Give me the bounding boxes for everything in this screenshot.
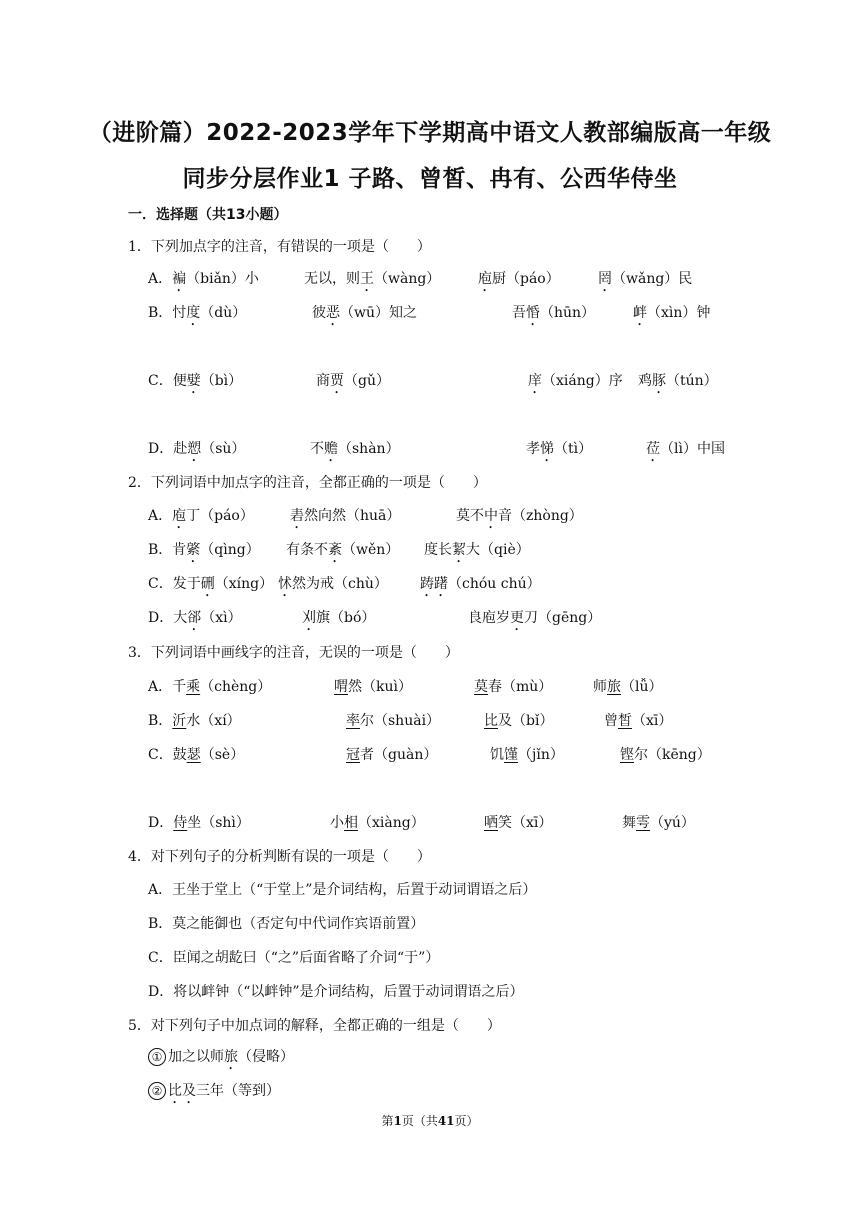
option-item: C．发于硎（xíng） — [148, 576, 274, 592]
option-item: 舞雩（yú） — [622, 815, 695, 831]
document-title-line1: （进阶篇）2022-2023学年下学期高中语文人教部编版高一年级 — [88, 120, 772, 146]
option-item: B．忖度（dù） — [148, 305, 247, 321]
question-5-item-2: ② 比及三年（等到） — [148, 1080, 280, 1107]
option-item: 有条不紊（wěn） — [286, 542, 400, 558]
question-4-option-d: D．将以衅钟（“以衅钟”是介词结构，后置于动词谓语之后） — [148, 984, 524, 1000]
circled-number: ② — [148, 1082, 166, 1100]
option-item: 刈旗（bó） — [302, 610, 376, 626]
option-item: A．庖丁（páo） — [148, 508, 254, 524]
option-item: D．赴愬（sù） — [148, 441, 246, 457]
option-item: A．褊（biǎn）小 — [148, 271, 259, 287]
circled-number: ① — [148, 1048, 166, 1066]
option-item: 度长絜大（qiè） — [424, 542, 530, 558]
option-item: B．沂水（xí） — [148, 713, 241, 729]
question-4-option-a: A．王坐于堂上（“于堂上”是介词结构，后置于动词谓语之后） — [148, 882, 537, 898]
option-item: 莫不中音（zhòng） — [456, 508, 583, 524]
question-4-stem: 4．对下列句子的分析判断有误的一项是（ ） — [128, 849, 431, 865]
option-item: C．鼓瑟（sè） — [148, 747, 245, 763]
section-heading: 一．选择题（共13小题） — [128, 207, 288, 223]
option-item: 饥馑（jǐn） — [490, 747, 564, 763]
page-number: 1 — [393, 1114, 402, 1128]
option-item: D．侍坐（shì） — [148, 815, 250, 831]
option-item: 彼恶（wū）知之 — [312, 305, 417, 321]
document-title-line2: 同步分层作业1 子路、曾皙、冉有、公西华侍坐 — [182, 166, 678, 192]
option-item: 踌躇（chóu chú） — [420, 576, 541, 592]
question-4-option-c: C．臣闻之胡龁曰（“之”后面省略了介词“于”） — [148, 950, 440, 966]
option-item: 莅（lì）中国 — [646, 441, 725, 457]
question-3-option-a — [0, 676, 860, 698]
question-3-option-b — [0, 710, 860, 732]
option-item: 冠者（guàn） — [346, 747, 438, 763]
question-2-option-b — [0, 539, 860, 561]
option-item: 哂笑（xī） — [484, 815, 553, 831]
option-item: 无以，则王（wàng） — [304, 271, 441, 287]
option-item: 良庖岁更刀（gēng） — [468, 610, 602, 626]
option-item: 曾皙（xī） — [604, 713, 673, 729]
option-item: 小相（xiàng） — [330, 815, 425, 831]
question-5-item-1: ① 加之以师旅（侵略） — [148, 1046, 294, 1073]
option-item: 衅（xìn）钟 — [633, 305, 711, 321]
question-1-option-d — [0, 438, 860, 460]
page-footer: 第1页（共41页） — [381, 1114, 479, 1128]
option-item: 罔（wǎng）民 — [598, 271, 693, 287]
question-2-option-a — [0, 505, 860, 527]
question-3-option-c — [0, 744, 860, 766]
question-5-stem: 5．对下列句子中加点词的解释，全都正确的一组是（ ） — [128, 1018, 501, 1034]
option-item: D．大郤（xì） — [148, 610, 242, 626]
question-2-stem: 2．下列词语中加点字的注音，全都正确的一项是（ ） — [128, 475, 487, 491]
question-1-option-b — [0, 302, 860, 324]
total-pages: 41 — [437, 1114, 455, 1128]
question-1-option-c — [0, 370, 860, 392]
option-item: 不赡（shàn） — [310, 441, 400, 457]
option-item: 庖厨（páo） — [478, 271, 560, 287]
option-item: 比及（bǐ） — [484, 713, 554, 729]
question-3-stem: 3．下列词语中画线字的注音，无误的一项是（ ） — [128, 645, 459, 661]
option-item: 怵然为戒（chù） — [278, 576, 388, 592]
question-1-option-a — [0, 268, 860, 290]
option-item: 率尔（shuài） — [346, 713, 441, 729]
option-item: C．便嬖（bì） — [148, 373, 243, 389]
question-4-option-b: B．莫之能御也（否定句中代词作宾语前置） — [148, 916, 425, 932]
option-item: A．千乘（chèng） — [148, 679, 272, 695]
option-item: 师旅（lǚ） — [593, 679, 663, 695]
option-item: 莫春（mù） — [474, 679, 553, 695]
option-item: 吾惛（hūn） — [512, 305, 596, 321]
question-2-option-c — [0, 573, 860, 595]
option-item: B．肯綮（qìng） — [148, 542, 260, 558]
question-1-stem: 1．下列加点字的注音，有错误的一项是（ ） — [128, 239, 431, 255]
option-item: 庠（xiáng）序 — [528, 373, 623, 389]
option-item: 商贾（gǔ） — [316, 373, 390, 389]
option-item: 铿尔（kēng） — [620, 747, 711, 763]
option-item: 喟然（kuì） — [334, 679, 412, 695]
option-item: 鸡豚（tún） — [638, 373, 718, 389]
question-2-option-d — [0, 607, 860, 629]
option-item: 砉然向然（huā） — [290, 508, 401, 524]
option-item: 孝悌（tì） — [526, 441, 593, 457]
question-3-option-d — [0, 812, 860, 834]
